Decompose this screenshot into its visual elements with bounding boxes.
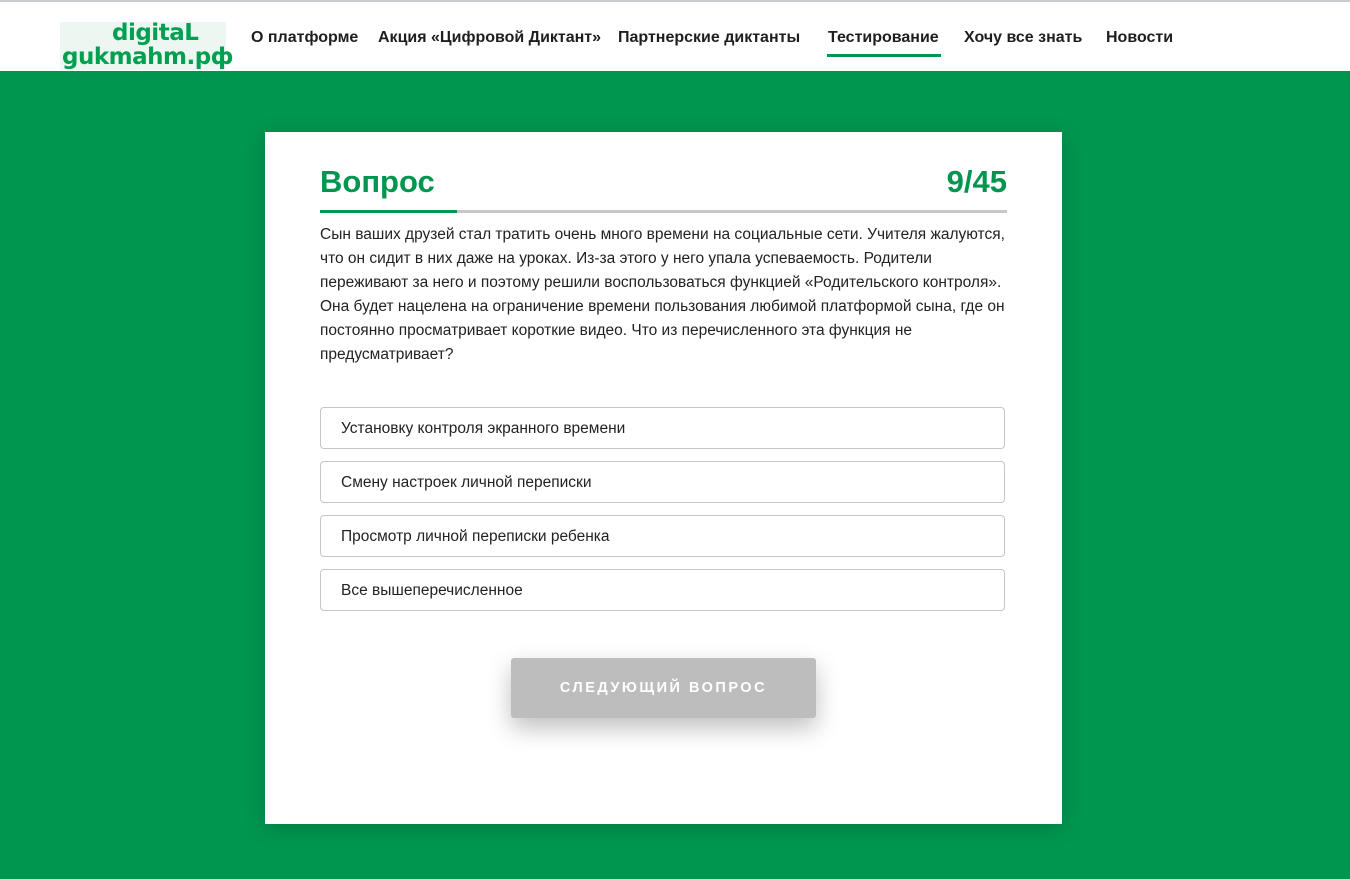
logo-line-2: gukmahm.pф <box>62 44 233 70</box>
question-text: Сын ваших друзей стал тратить очень много времени на социальные сети. Учителя жалуются, что он сидит в них даже на уроках. Из-за этого у него упала успеваемость. Родители переживают за него и поэтому решили воспользоваться функцией «Родительского контроля». Она будет нацелена на ограничение времени пользования любимой платформой сына, где он постоянно просматривает короткие видео. Что из перечисленного эта функция не предусматривает? <box>320 226 1005 363</box>
answer-option-label: Просмотр личной переписки ребенка <box>341 528 610 545</box>
nav-item-about-platform[interactable]: О платформе <box>251 29 359 46</box>
nav-item-testing[interactable]: Тестирование <box>828 29 939 46</box>
site-logo[interactable] <box>60 20 233 70</box>
answer-option-4[interactable] <box>320 569 1005 611</box>
nav-item-want-to-know[interactable]: Хочу все знать <box>964 29 1083 46</box>
answer-option-label: Смену настроек личной переписки <box>341 474 592 491</box>
nav-active-indicator <box>827 54 941 57</box>
site-header <box>0 2 1350 71</box>
answer-option-label: Все вышеперечисленное <box>341 582 523 599</box>
answer-option-2[interactable] <box>320 461 1005 503</box>
answer-option-3[interactable] <box>320 515 1005 557</box>
answer-option-label: Установку контроля экранного времени <box>341 420 626 437</box>
question-card <box>265 132 1062 824</box>
nav-item-news[interactable]: Новости <box>1106 29 1174 46</box>
logo-line-1: digitaL <box>112 20 199 46</box>
question-counter: 9/45 <box>946 164 1007 199</box>
nav-item-digital-dictation[interactable]: Акция «Цифровой Диктант» <box>378 29 602 46</box>
answer-option-1[interactable] <box>320 407 1005 449</box>
next-question-button[interactable]: СЛЕДУЮЩИЙ ВОПРОС <box>511 658 816 718</box>
question-title: Вопрос <box>320 164 435 199</box>
nav-item-partner-dictations[interactable]: Партнерские диктанты <box>618 29 801 46</box>
question-progress-fill <box>320 210 457 213</box>
question-progress-track <box>320 210 1007 213</box>
